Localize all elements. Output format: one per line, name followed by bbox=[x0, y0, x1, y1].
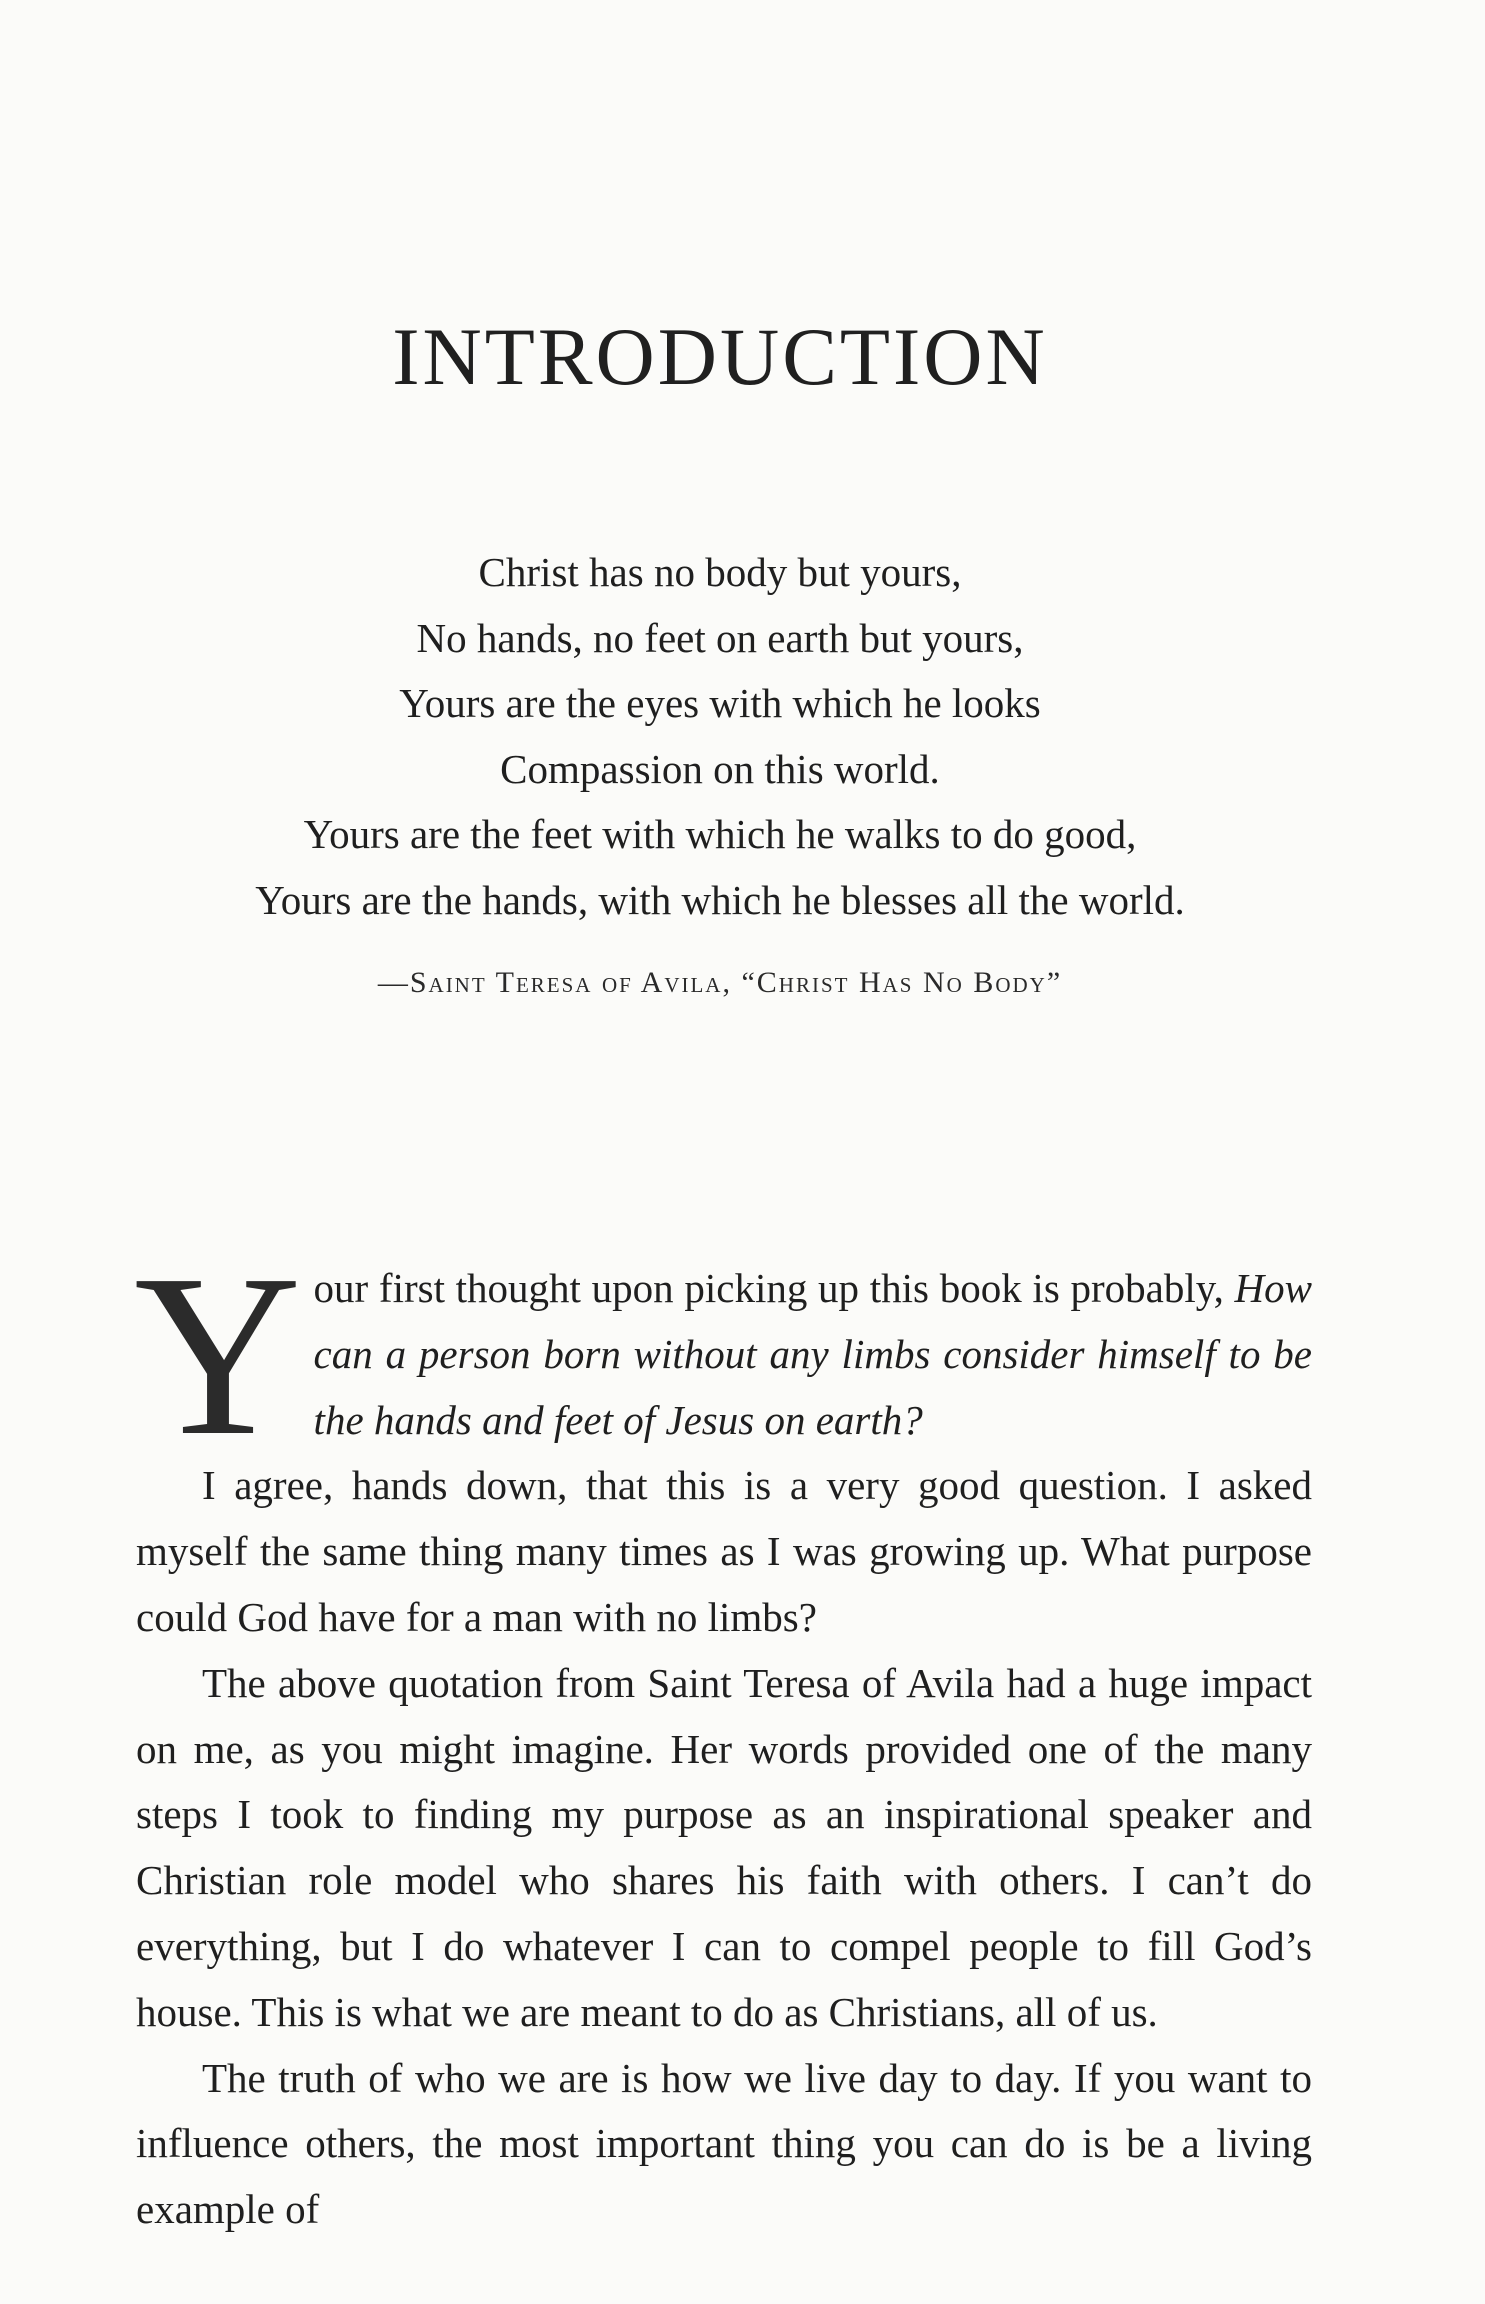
opening-text: our first thought upon picking up this book is probably, bbox=[313, 1265, 1235, 1311]
epigraph-line: Yours are the feet with which he walks to do good, bbox=[303, 811, 1137, 857]
epigraph-line: Yours are the hands, with which he blesses all the world. bbox=[255, 876, 1185, 923]
epigraph-line: No hands, no feet on earth but yours, bbox=[416, 614, 1024, 661]
body-paragraph: The truth of who we are is how we live day to day. If you want to influence others, the most important thing you can do is be a living example of bbox=[136, 2054, 1312, 2233]
opening-paragraph bbox=[134, 1227, 1312, 1484]
opening-question: How can a person born without any limbs consider himself to be the hands and feet of Jesus on earth? bbox=[313, 1265, 1312, 1443]
body-text bbox=[134, 1227, 1312, 2243]
epigraph-line: Compassion on this world. bbox=[500, 745, 940, 792]
epigraph-attribution: —Saint Teresa of Avila, “Christ Has No Body” bbox=[377, 966, 1063, 999]
drop-cap: Y bbox=[134, 1227, 302, 1484]
epigraph-poem bbox=[0, 540, 1440, 933]
body-paragraph: I agree, hands down, that this is a very good question. I asked myself the same thing many times as I was growing up. What purpose could God have for a man with no limbs? bbox=[136, 1462, 1312, 1640]
chapter-title: INTRODUCTION bbox=[392, 311, 1048, 402]
epigraph-line: Christ has no body but yours, bbox=[478, 549, 962, 595]
epigraph-line: Yours are the eyes with which he looks bbox=[399, 680, 1041, 726]
body-paragraph: The above quotation from Saint Teresa of Avila had a huge impact on me, as you might imagine. Her words provided one of the many steps I took to finding my purpose as an inspirational speaker and Christian role model who shares his faith with others. I can’t do everything, but I do whatever I can to compel people to fill God’s house. This is what we are meant to do as Christians, all of us. bbox=[136, 1659, 1312, 2035]
